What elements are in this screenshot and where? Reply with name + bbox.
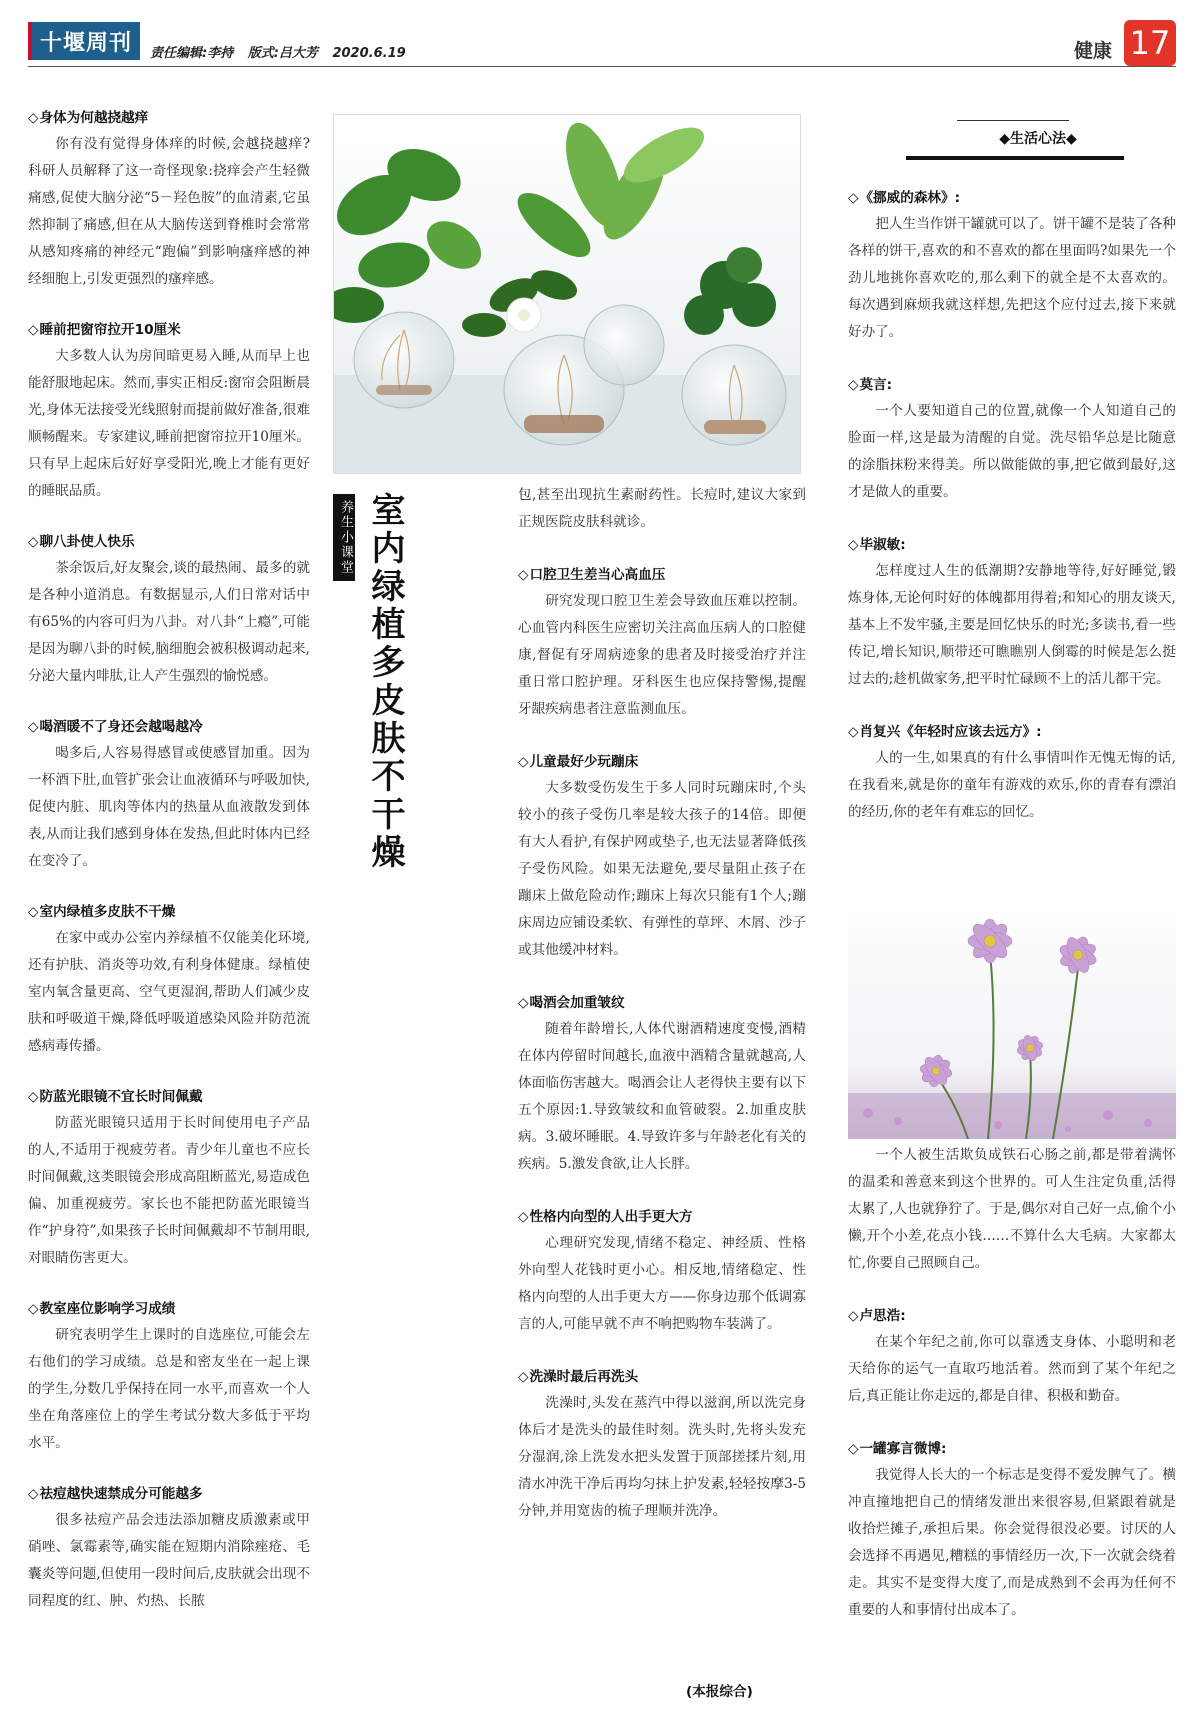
article-title: ◇ 祛痘越快速禁成分可能越多 [28,1481,310,1507]
quote-body: 把人生当作饼干罐就可以了。饼干罐不是装了各种各样的饼干,喜欢的和不喜欢的都在里面吗?如果先一个劲儿地挑你喜欢吃的,那么剩下的就全是不太喜欢的。每次遇到麻烦我就这样想,先把这个应付过去,接下来就好办了。 [848,216,1176,340]
article-body: 研究表明学生上课时的自选座位,可能会左右他们的学习成绩。总是和密友坐在一起上课的学生,分数几乎保持在同一水平,而喜欢一个人坐在角落座位上的学生考试分数大多低于平均水平。 [28,1327,310,1451]
article-body: 随着年龄增长,人体代谢酒精速度变慢,酒精在体内停留时间越长,血液中酒精含量就越高,人体面临伤害越大。喝酒会让人老得快主要有以下五个原因:1.导致皱纹和血管破裂。2.加重皮肤病。3.破坏睡眠。4.导致许多与年龄老化有关的疾病。5.激发食欲,让人长胖。 [518,1021,806,1172]
source-credit: (本报综合) [686,1684,753,1700]
quote-body: 一个人要知道自己的位置,就像一个人知道自己的脸面一样,这是最为清醒的自觉。洗尽铅华总是比随意的涂脂抹粉来得美。所以做能做的事,把它做到最好,这才是做人的重要。 [848,403,1176,500]
potted-plants-illustration [334,115,801,474]
middle-column [518,482,806,1551]
quote-source: ◇ 《挪威的森林》: [848,185,1176,211]
quote-body: 怎样度过人生的低潮期?安静地等待,好好睡觉,锻炼身体,无论何时好的体魄都用得着;和知心的朋友谈天,基本上不发牢骚,主要是回忆快乐的时光;多读书,看一些传记,增长知识,顺带还可瞧瞧别人倒霉的时候是怎么挺过去的;趁机做家务,把平时忙碌顾不上的活儿都干完。 [848,563,1176,687]
quote-source: ◇ 一罐寡言微博: [848,1436,1176,1462]
article-body: 你有没有觉得身体痒的时候,会越挠越痒?科研人员解释了这一奇怪现象:挠痒会产生轻微痛感,促使大脑分泌“5－羟色胺”的血清素,它虽然抑制了痛感,但在从大脑传送到脊椎时会常常从感知疼痛的神经元“跑偏”到影响瘙痒感的神经细胞上,引发更强烈的瘙痒感。 [28,136,310,287]
article-title: ◇ 喝酒会加重皱纹 [518,990,806,1016]
cosmos-flowers-illustration [848,893,1176,1139]
article-title: ◇ 身体为何越挠越痒 [28,105,310,131]
quote-body: 我觉得人长大的一个标志是变得不爱发脾气了。横冲直撞地把自己的情绪发泄出来很容易,但紧跟着就是收拾烂摊子,承担后果。你会觉得很没必要。讨厌的人会选择不再遇见,糟糕的事情经历一次,下一次就会绕着走。其实不是变得大度了,而是成熟到不会再为任何不重要的人和事情付出成本了。 [848,1467,1176,1618]
article-title: ◇ 教室座位影响学习成绩 [28,1296,310,1322]
quote-body: 一个人被生活欺负成铁石心肠之前,都是带着满怀的温柔和善意来到这个世界的。可人生注定负重,活得太累了,人也就狰狞了。于是,偶尔对自己好一点,偷个小懒,开个小差,花点小钱……不算什么大毛病。大家都太忙,你要自己照顾自己。 [848,1147,1176,1271]
left-column [28,105,310,1639]
quote-source: ◇ 卢思浩: [848,1303,1176,1329]
column-label: 养生小课堂 [333,494,355,581]
masthead-logo: 十堰周刊 [28,22,140,60]
article-title: ◇ 儿童最好少玩蹦床 [518,749,806,775]
quote-body: 人的一生,如果真的有什么事情叫作无愧无悔的话,在我看来,就是你的童年有游戏的欢乐,你的青春有漂泊的经历,你的老年有难忘的回忆。 [848,750,1176,820]
editor-credit: 责任编辑:李持 [150,46,234,61]
header-meta [150,42,416,61]
article-body: 心理研究发现,情绪不稳定、神经质、性格外向型人花钱时更小心。相反地,情绪稳定、性格内向型的人出手更大方——你身边那个低调寡言的人,可能早就不声不响把购物车装满了。 [518,1235,806,1332]
article-body: 很多祛痘产品会违法添加糖皮质激素或甲硝唑、氯霉素等,确实能在短期内消除痤疮、毛囊炎等问题,但使用一段时间后,皮肤就会出现不同程度的红、肿、灼热、长脓 [28,1512,310,1609]
potted-plants-photo [333,114,801,474]
page-number-badge: 17 [1124,20,1176,66]
quote-source: ◇ 毕淑敏: [848,532,1176,558]
feature-headline: 室内绿植多皮肤不干燥 [365,492,405,872]
article-title: ◇ 室内绿植多皮肤不干燥 [28,899,310,925]
issue-date: 2020.6.19 [332,46,406,61]
article-body: 茶余饭后,好友聚会,谈的最热闹、最多的就是各种小道消息。有数据显示,人们日常对话中有65%的内容可归为八卦。对八卦“上瘾”,可能是因为聊八卦的时候,脑细胞会被积极调动起来,分泌大量内啡肽,让人产生强烈的愉悦感。 [28,560,310,684]
article-title: ◇ 喝酒暖不了身还会越喝越冷 [28,714,310,740]
article-body: 防蓝光眼镜只适用于长时间使用电子产品的人,不适用于视疲劳者。青少年儿童也不应长时间佩戴,这类眼镜会形成高阻断蓝光,易造成色偏、加重视疲劳。家长也不能把防蓝光眼镜当作“护身符”,如果孩子长时间佩戴却不节制用眼,对眼睛伤害更大。 [28,1115,310,1266]
quote-source: ◇ 莫言: [848,372,1176,398]
article-title: ◇ 口腔卫生差当心高血压 [518,562,806,588]
section-name: 健康 [1073,40,1112,62]
article-body: 喝多后,人容易得感冒或使感冒加重。因为一杯酒下肚,血管扩张会让血液循环与呼吸加快,促使内脏、肌肉等体内的热量从血液散发到体表,从而让我们感到身体在发热,但此时体内已经在变冷了。 [28,745,310,869]
article-title: ◇ 性格内向型的人出手更大方 [518,1204,806,1230]
article-body: 研究发现口腔卫生差会导致血压难以控制。心血管内科医生应密切关注高血压病人的口腔健康,督促有牙周病迹象的患者及时接受治疗并注重日常口腔护理。牙科医生也应保持警惕,提醒牙龈疾病患者注意监测血压。 [518,593,806,717]
article-title: ◇ 防蓝光眼镜不宜长时间佩戴 [28,1084,310,1110]
sidebar-top-rule [957,120,1069,121]
article-body: 洗澡时,头发在蒸汽中得以滋润,所以洗完身体后才是洗头的最佳时刻。洗头时,先将头发充分湿润,涂上洗发水把头发置于顶部搓揉片刻,用清水冲洗干净后再均匀抹上护发素,轻轻按摩3-5分钟,并用宽齿的梳子理顺并洗净。 [518,1395,806,1519]
article-body: 大多数受伤发生于多人同时玩蹦床时,个头较小的孩子受伤几率是较大孩子的14倍。即便有大人看护,有保护网或垫子,也无法显著降低孩子受伤风险。如果无法避免,要尽量阻止孩子在蹦床上做危险动作;蹦床上每次只能有1个人;蹦床周边应铺设柔软、有弹性的草坪、木屑、沙子或其他缓冲材料。 [518,780,806,958]
article-title: ◇ 睡前把窗帘拉开10厘米 [28,317,310,343]
article-title: ◇ 洗澡时最后再洗头 [518,1364,806,1390]
sidebar-title: ◆生活心法◆ [999,131,1077,147]
sidebar-title-bar [906,156,1124,160]
article-body: 在家中或办公室内养绿植不仅能美化环境,还有护肤、消炎等功效,有利身体健康。绿植使室内氧含量更高、空气更湿润,帮助人们减少皮肤和呼吸道干燥,降低呼吸道感染风险并防范流感病毒传播。 [28,930,310,1054]
quote-source: ◇ 肖复兴《年轻时应该去远方》: [848,719,1176,745]
cosmos-flowers-photo [848,893,1176,1139]
header-rule [28,66,1176,67]
article-continuation: 包,甚至出现抗生素耐药性。长痘时,建议大家到正规医院皮肤科就诊。 [518,487,806,530]
quote-body: 在某个年纪之前,你可以靠透支身体、小聪明和老天给你的运气一直取巧地活着。然而到了某个年纪之后,真正能让你走远的,都是自律、积极和勤奋。 [848,1334,1176,1404]
article-title: ◇ 聊八卦使人快乐 [28,529,310,555]
article-body: 大多数人认为房间暗更易入睡,从而早上也能舒服地起床。然而,事实正相反:窗帘会阻断晨光,身体无法接受光线照射而提前做好准备,很难顺畅醒来。专家建议,睡前把窗帘拉开10厘米。只有早上起床后好好享受阳光,晚上才能有更好的睡眠品质。 [28,348,310,499]
layout-credit: 版式:吕大芳 [247,46,318,61]
